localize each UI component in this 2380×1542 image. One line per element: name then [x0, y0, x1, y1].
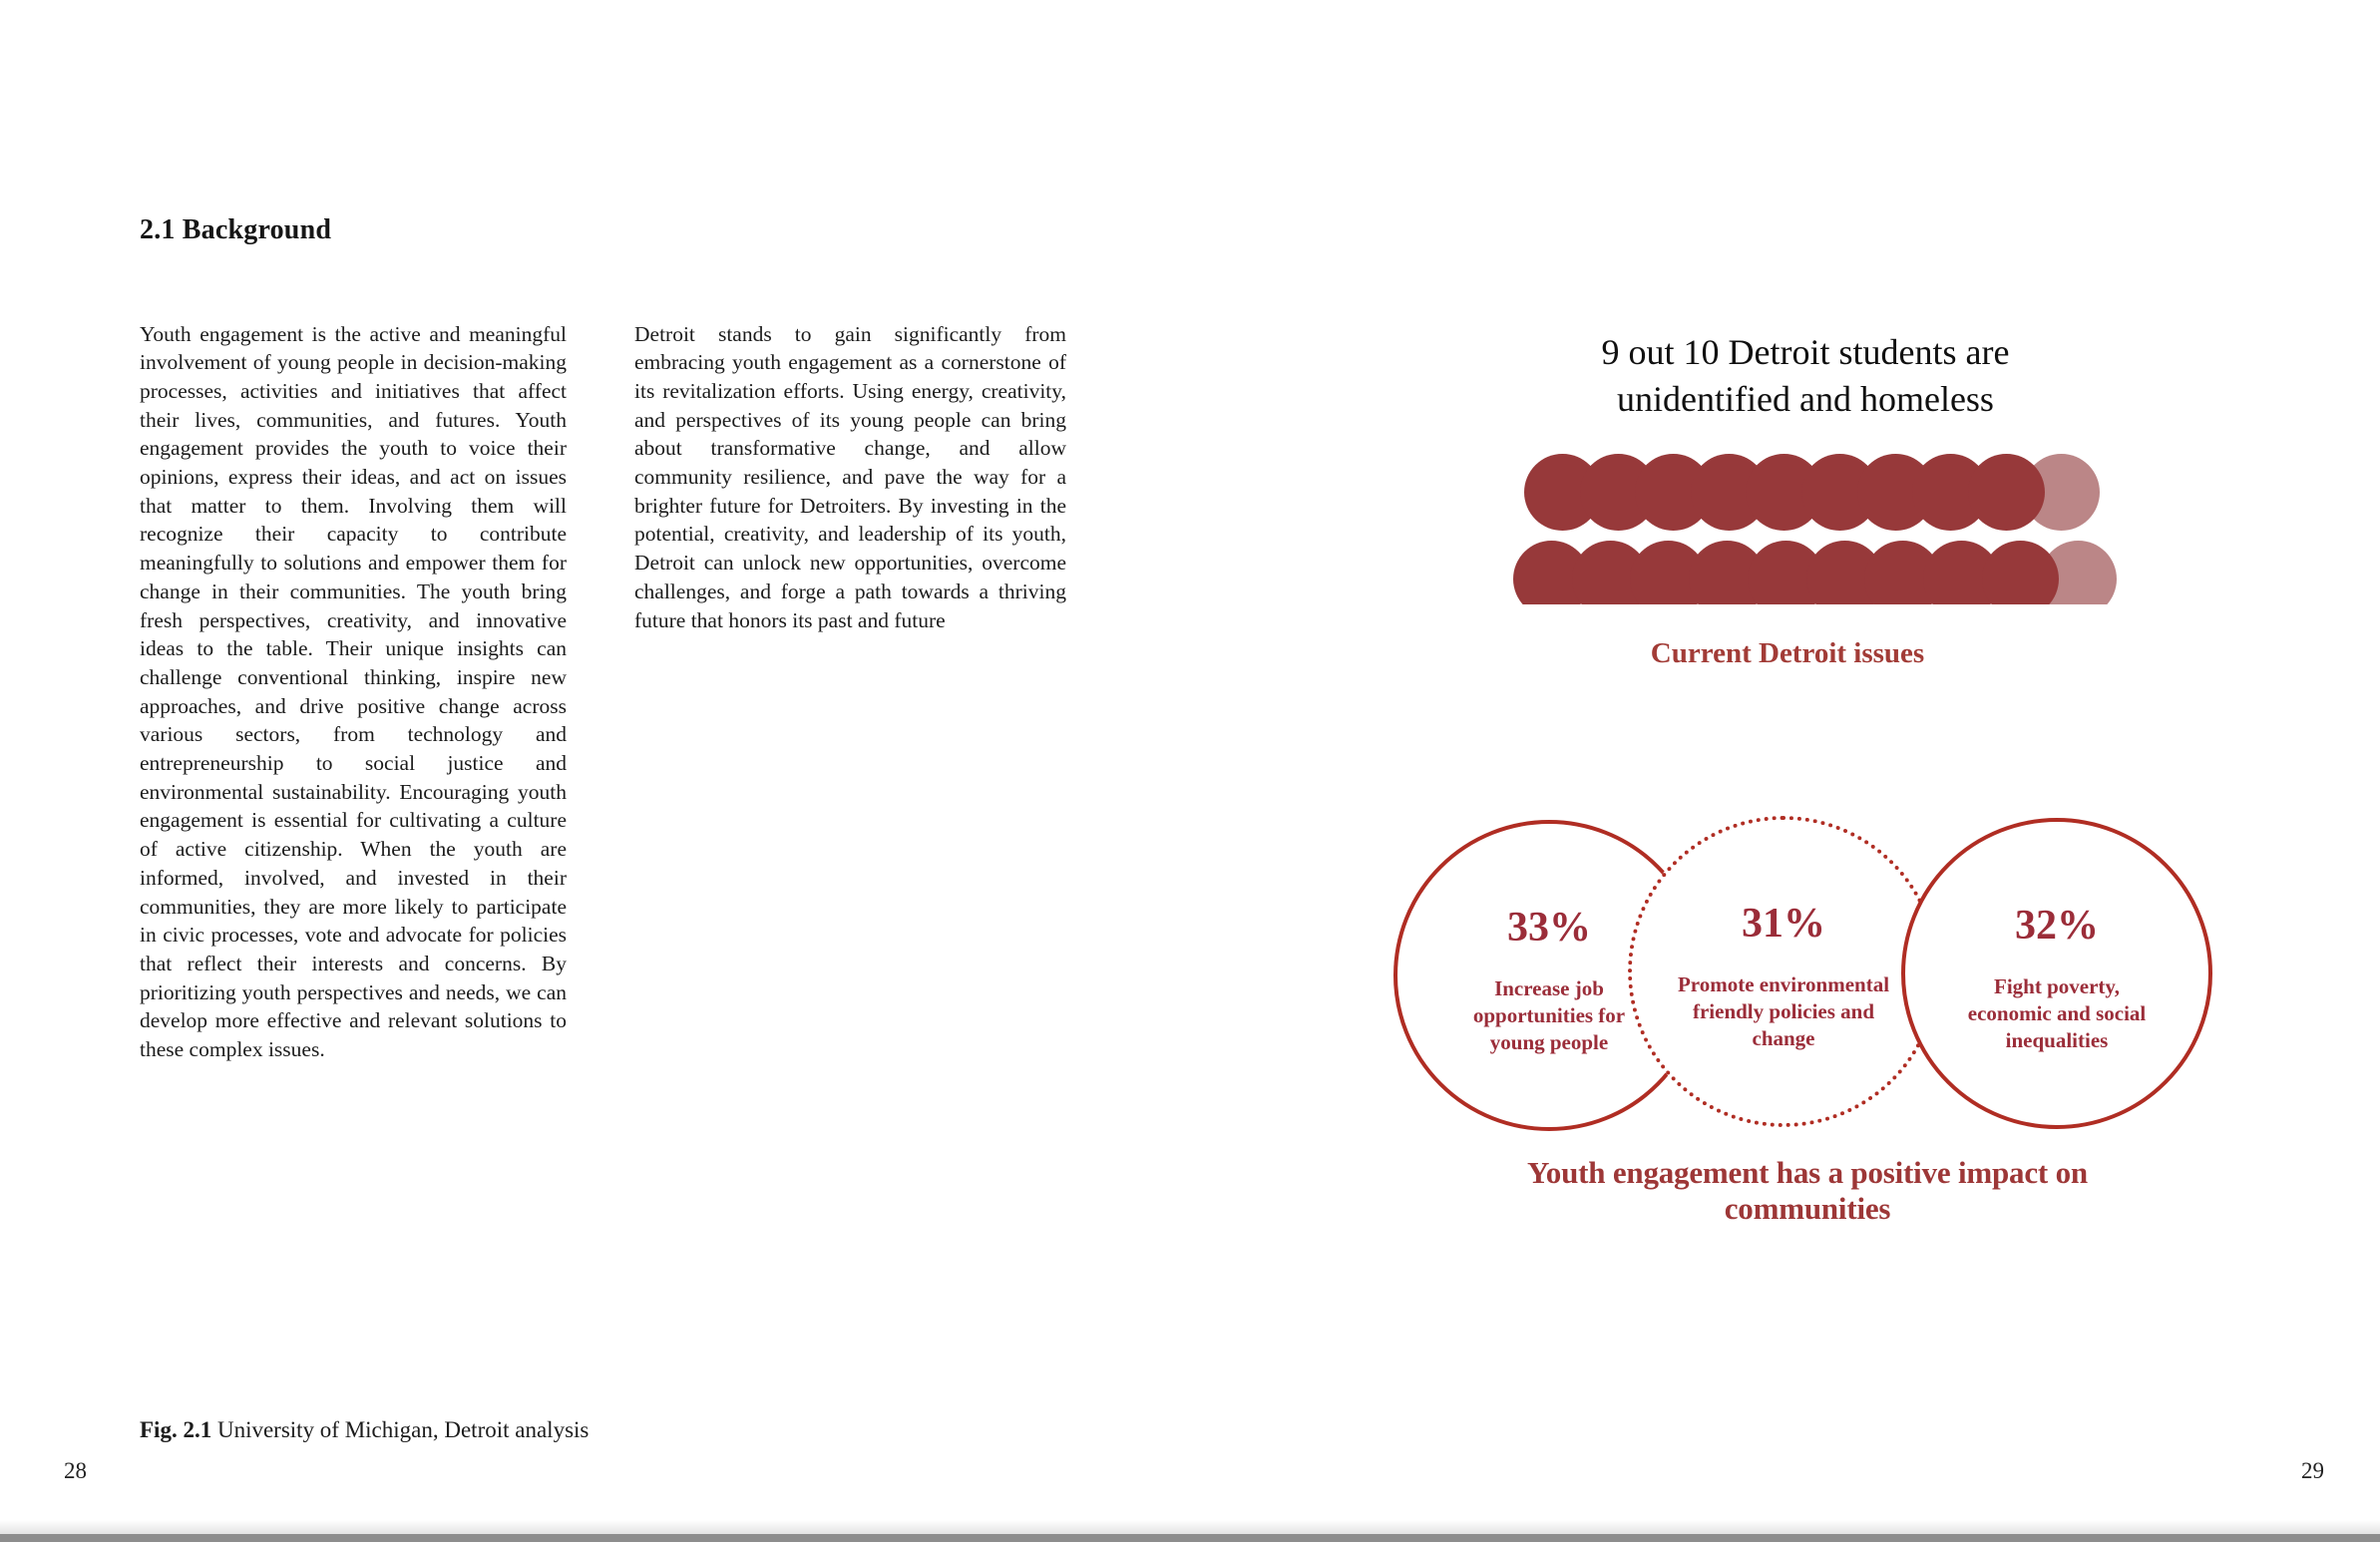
stat-label-line: inequalities	[2005, 1028, 2109, 1053]
stat-label-line: young people	[1489, 1030, 1609, 1055]
stat-content	[1654, 900, 1913, 1052]
stat-label-line: Increase job	[1494, 976, 1604, 1001]
stat-label-line: friendly policies and	[1692, 999, 1875, 1024]
stat-percent: 33%	[1507, 905, 1591, 952]
page-edge-bar	[0, 1534, 2380, 1542]
stat-circle-environment	[1628, 816, 1939, 1127]
student-dot-filled	[1968, 454, 2045, 531]
section-heading: 2.1 Background	[140, 214, 332, 246]
infographic-title-line2: unidentified and homeless	[1617, 379, 1994, 419]
page-number-right: 29	[2301, 1458, 2324, 1483]
stat-label-line: Promote environmental	[1677, 972, 1890, 997]
stat-label-line: Fight poverty,	[1994, 974, 2120, 999]
figure-caption-label: Fig. 2.1	[140, 1417, 212, 1442]
stat-content	[1927, 902, 2186, 1054]
stat-label-line: opportunities for	[1472, 1003, 1626, 1028]
stat-circle-poverty	[1901, 818, 2212, 1129]
student-dot-row-1	[1524, 454, 2103, 531]
dots-section-label: Current Detroit issues	[1650, 637, 1925, 669]
infographic-caption: Youth engagement has a positive impact on communities	[1527, 1155, 2088, 1226]
page-edge-shadow	[0, 1520, 2380, 1534]
stat-percent: 32%	[2015, 903, 2099, 950]
stat-percent: 31%	[1742, 901, 1825, 948]
stat-label-line: economic and social	[1967, 1001, 2147, 1026]
infographic-title	[1556, 329, 2055, 423]
stat-label-line: change	[1752, 1026, 1815, 1051]
body-paragraph-column-1: Youth engagement is the active and meaningful involvement of young people in decision-making processes, activities and initiatives that affect their lives, communities, and futures. Youth engagement provides the youth to voice their opinions, express their ideas, and act on issues that matter to them. Involving them will recognize their capacity to contribute meaningfully to solutions and empower them for change in their communities. The youth bring fresh perspectives, creativity, and innovative ideas to the table. Their unique insights can challenge conventional thinking, inspire new approaches, and drive positive change across various sectors, from technology and entrepreneurship to social justice and environmental sustainability. Encouraging youth engagement is essential for cultivating a culture of active citizenship. When the youth are informed, involved, and invested in their communities, they are more likely to participate in civic processes, vote and advocate for policies that reflect their interests and concerns. By prioritizing youth perspectives and needs, we can develop more effective and relevant solutions to these complex issues.	[140, 321, 567, 1062]
infographic-title-line1: 9 out 10 Detroit students are	[1601, 332, 2010, 372]
student-dot-filled	[1982, 541, 2059, 604]
figure-caption	[140, 1417, 589, 1443]
figure-caption-text: University of Michigan, Detroit analysis	[211, 1417, 590, 1442]
stat-label	[1927, 973, 2186, 1054]
student-dot-row-2	[1513, 541, 2122, 604]
body-paragraph-column-2: Detroit stands to gain significantly from embracing youth engagement as a cornerstone of its revitalization efforts. Using energy, creativity, and perspectives of its young people can bring about transformative change, and allow community resilience, and pave the way for a brighter future for Detroiters. By investing in the potential, creativity, and leadership of its youth, Detroit can unlock new opportunities, overcome challenges, and forge a path towards a thriving future that honors its past and future	[634, 321, 1066, 632]
stat-label	[1654, 971, 1913, 1052]
page-number-left: 28	[64, 1458, 87, 1483]
